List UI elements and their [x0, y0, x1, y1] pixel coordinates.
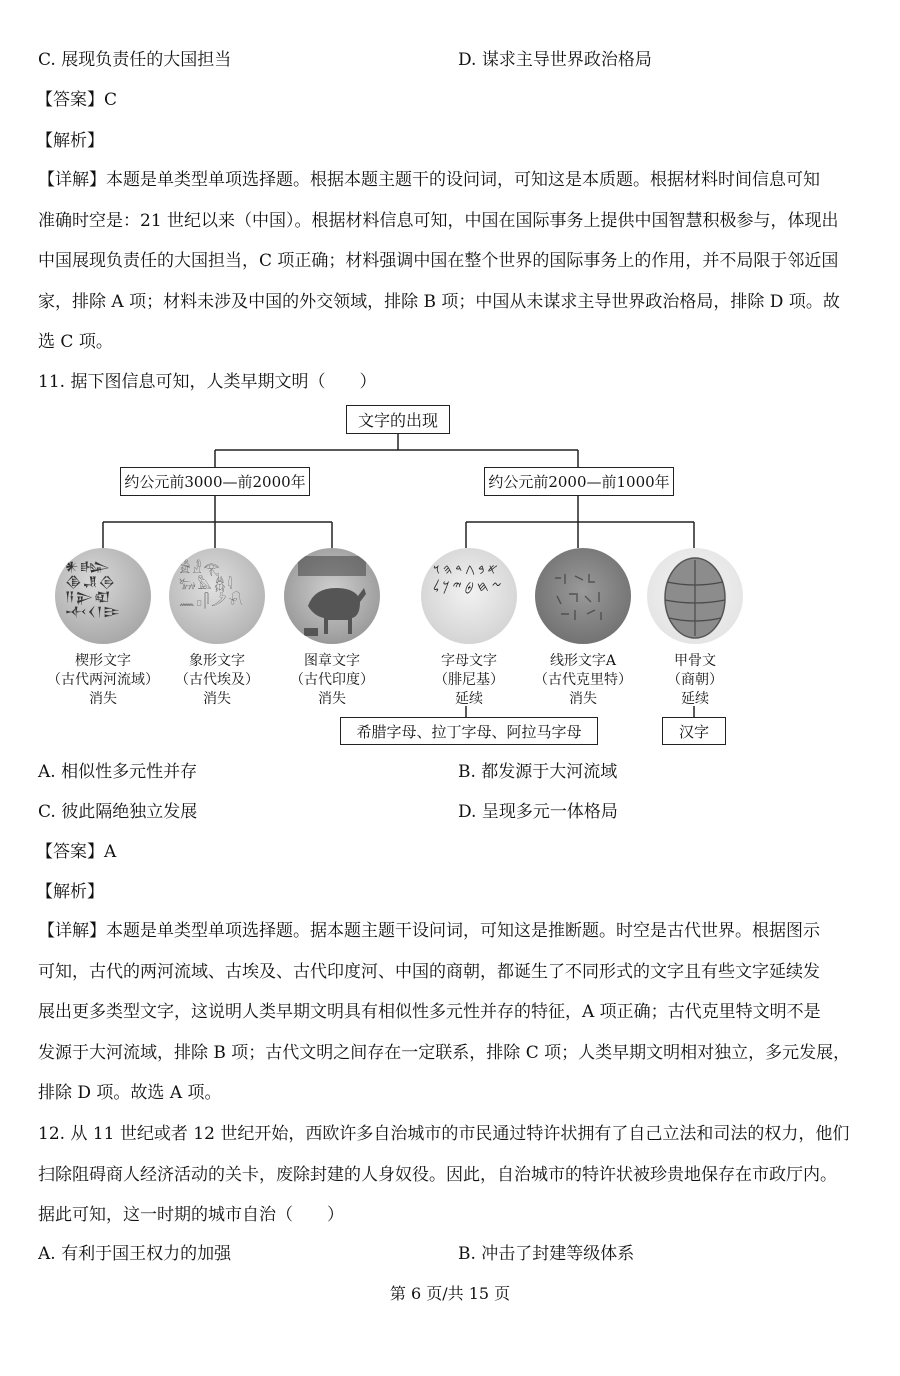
caption-alphabet: [409, 652, 529, 709]
q12-stem-line: 扫除阻碍商人经济活动的关卡，废除封建的人身奴役。因此，自治城市的特许状被珍贵地保存在市政厅内。: [38, 1164, 837, 1185]
caption-cuneiform: [43, 652, 163, 709]
period-box-left: 约公元前3000—前2000年: [120, 467, 310, 496]
hieroglyph-tablet-image: [169, 548, 265, 644]
script-name: 线形文字A: [549, 653, 617, 669]
q11-option-d: D. 呈现多元一体格局: [458, 802, 618, 822]
script-origin: （古代克里特）: [534, 672, 632, 688]
q12-option-a: A. 有利于国王权力的加强: [38, 1244, 232, 1264]
script-origin: （古代埃及）: [175, 672, 259, 688]
q12-stem-line: 12. 从 11 世纪或者 12 世纪开始，西欧许多自治城市的市民通过特许状拥有了自己立法和司法的权力，他们: [38, 1124, 850, 1144]
q10-option-d: D. 谋求主导世界政治格局: [458, 50, 652, 70]
script-name: 甲骨文: [674, 653, 716, 669]
q11-detail-line: 发源于大河流域，排除 B 项；古代文明之间存在一定联系，排除 C 项；人类早期文明相对独立，多元发展，: [38, 1042, 851, 1063]
q10-detail-line: 准确时空是：21 世纪以来（中国）。根据材料信息可知，中国在国际事务上提供中国智慧积极参与，体现出: [38, 210, 839, 231]
cuneiform-tablet-image: [55, 548, 151, 644]
q11-stem: 11. 据下图信息可知，人类早期文明（ ）: [38, 372, 377, 392]
q11-detail-line: 排除 D 项。故选 A 项。: [38, 1083, 222, 1103]
seal-bull-icon: [284, 548, 380, 644]
script-name: 象形文字: [189, 653, 245, 669]
script-name: 字母文字: [441, 653, 497, 669]
q10-detail-line: 选 C 项。: [38, 332, 113, 352]
oracle-bone-shell-image: [647, 548, 743, 644]
script-origin: （古代印度）: [290, 672, 374, 688]
q12-stem: [38, 1114, 874, 1236]
period-box-right: 约公元前2000—前1000年: [484, 467, 674, 496]
q10-detail-line: 家，排除 A 项；材料未涉及中国的外交领域，排除 B 项；中国从未谋求主导世界政治格局，排除 D 项。故: [38, 291, 840, 312]
phoenician-tablet-image: [421, 548, 517, 644]
script-fate: 消失: [318, 691, 346, 707]
caption-seal-script: [272, 652, 392, 709]
q11-detail: [38, 911, 874, 1114]
caption-oracle-bone: [635, 652, 755, 709]
q12-stem-line: 据此可知，这一时期的城市自治（ ）: [38, 1205, 344, 1225]
q11-answer: 【答案】A: [36, 842, 117, 862]
q10-answer: 【答案】C: [36, 90, 118, 110]
script-fate: 延续: [455, 691, 483, 707]
q10-detail-line: 【详解】本题是单类型单项选择题。根据本题主题干的设问词，可知这是本质题。根据材料时间信息可知: [38, 170, 820, 190]
script-name: 楔形文字: [75, 653, 131, 669]
phoenician-glyphs: 𐤀𐤁𐤂𐤃𐤄𐤅𐤆𐤇𐤈𐤉𐤊𐤋: [433, 562, 505, 595]
script-fate: 消失: [203, 691, 231, 707]
indus-seal-image: [284, 548, 380, 644]
linear-a-tablet-image: [535, 548, 631, 644]
alphabet-descendants-box: 希腊字母、拉丁字母、阿拉马字母: [340, 717, 598, 745]
q11-detail-line: 可知，古代的两河流域、古埃及、古代印度河、中国的商朝，都诞生了不同形式的文字且有些文字延续发: [38, 961, 820, 982]
script-fate: 延续: [681, 691, 709, 707]
turtle-shell-icon: [647, 548, 743, 644]
q11-option-b: B. 都发源于大河流域: [458, 762, 618, 782]
linear-a-marks: [535, 548, 631, 644]
script-fate: 消失: [569, 691, 597, 707]
chinese-characters-box: 汉字: [662, 717, 726, 745]
caption-hieroglyph: [157, 652, 277, 709]
page-footer: 第 6 页/共 15 页: [389, 1284, 511, 1303]
script-fate: 消失: [89, 691, 117, 707]
cuneiform-glyphs: 𒀭𒈗𒆠𒂗𒁲𒀀𒉌𒊏𒋾𒌋𒁹𒄿: [65, 560, 121, 620]
q10-detail-line: 中国展现负责任的大国担当，C 项正确；材料强调中国在整个世界的国际事务上的作用，并不局限于邻近国: [38, 251, 839, 271]
script-origin: （古代两河流域）: [47, 672, 159, 688]
hieroglyph-glyphs: 𓀀𓁐𓂀𓃒𓅓𓆣𓇋𓈖𓊪𓋴𓌳𓍯: [179, 562, 246, 609]
q11-option-c: C. 彼此隔绝独立发展: [38, 802, 198, 822]
q11-detail-line: 【详解】本题是单类型单项选择题。据本题主题干设问词，可知这是推断题。时空是古代世界。根据图示: [38, 921, 820, 941]
script-origin: （腓尼基）: [434, 672, 504, 688]
q10-option-c: C. 展现负责任的大国担当: [38, 50, 232, 70]
q12-option-b: B. 冲击了封建等级体系: [458, 1244, 635, 1264]
diagram-root-box: 文字的出现: [346, 405, 450, 434]
script-name: 图章文字: [304, 653, 360, 669]
q11-detail-line: 展出更多类型文字，这说明人类早期文明具有相似性多元性并存的特征，A 项正确；古代克里特文明不是: [38, 1002, 821, 1022]
script-origin: （商朝）: [667, 672, 723, 688]
caption-linear-a: [523, 652, 643, 709]
q11-analysis-label: 【解析】: [36, 882, 104, 902]
q10-analysis-label: 【解析】: [36, 131, 104, 151]
q11-option-a: A. 相似性多元性并存: [38, 762, 198, 782]
